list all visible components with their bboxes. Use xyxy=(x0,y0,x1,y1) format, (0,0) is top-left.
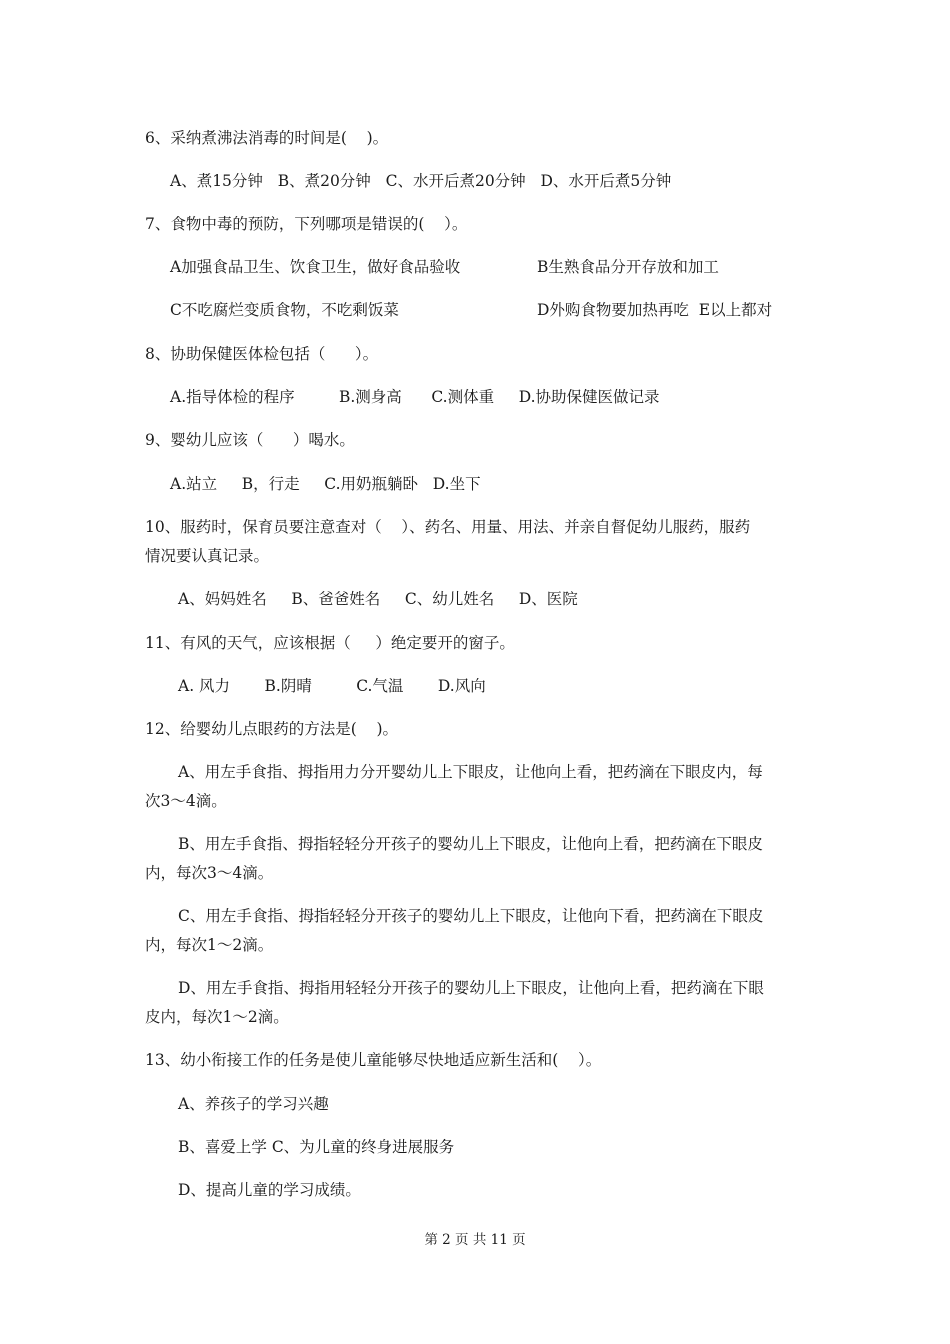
question-10-options: A、妈妈姓名 B、爸爸姓名 C、幼儿姓名 D、医院 xyxy=(178,590,578,608)
question-12-option-c-line1: C、用左手食指、拇指轻轻分开孩子的婴幼儿上下眼皮，让他向下看，把药滴在下眼皮 xyxy=(178,907,764,925)
question-12-option-b-line2: 内，每次3～4滴。 xyxy=(145,864,274,882)
question-11-options: A. 风力 B.阴晴 C.气温 D.风向 xyxy=(178,677,486,695)
question-10-stem-line1: 10、服药时，保育员要注意查对（ ）、药名、用量、用法、并亲自督促幼儿服药，服药 xyxy=(145,518,751,536)
question-13-stem: 13、幼小衔接工作的任务是使儿童能够尽快地适应新生活和( ）。 xyxy=(145,1051,602,1069)
question-9-options: A.站立 B，行走 C.用奶瓶躺卧 D.坐下 xyxy=(170,475,481,493)
question-13-option-bc: B、喜爱上学 C、为儿童的终身进展服务 xyxy=(178,1138,455,1156)
question-12-option-b-line1: B、用左手食指、拇指轻轻分开孩子的婴幼儿上下眼皮，让他向上看，把药滴在下眼皮 xyxy=(178,835,763,853)
question-6-options: A、煮15分钟 B、煮20分钟 C、水开后煮20分钟 D、水开后煮5分钟 xyxy=(170,172,672,190)
question-13-option-a: A、养孩子的学习兴趣 xyxy=(178,1095,329,1113)
question-12-option-d-line1: D、用左手食指、拇指用轻轻分开孩子的婴幼儿上下眼皮，让他向上看，把药滴在下眼 xyxy=(178,979,764,997)
question-7-option-b: B生熟食品分开存放和加工 xyxy=(537,258,719,276)
question-12-option-c-line2: 内，每次1～2滴。 xyxy=(145,936,274,954)
question-10-stem-line2: 情况要认真记录。 xyxy=(145,547,270,565)
question-7-option-a: A加强食品卫生、饮食卫生，做好食品验收 xyxy=(170,258,461,276)
question-6-stem: 6、采纳煮沸法消毒的时间是( )。 xyxy=(145,129,389,147)
question-12-option-a-line2: 次3～4滴。 xyxy=(145,792,227,810)
question-11-stem: 11、有风的天气，应该根据（ ）绝定要开的窗子。 xyxy=(145,634,515,652)
question-12-option-a-line1: A、用左手食指、拇指用力分开婴幼儿上下眼皮，让他向上看，把药滴在下眼皮内，每 xyxy=(178,763,763,781)
question-13-option-d: D、提高儿童的学习成绩。 xyxy=(178,1181,361,1199)
question-8-stem: 8、协助保健医体检包括（ ）。 xyxy=(145,345,379,363)
question-7-stem: 7、食物中毒的预防，下列哪项是错误的( ）。 xyxy=(145,215,468,233)
question-7-option-c: C不吃腐烂变质食物，不吃剩饭菜 xyxy=(170,301,399,319)
question-12-option-d-line2: 皮内，每次1～2滴。 xyxy=(145,1008,289,1026)
question-8-options: A.指导体检的程序 B.测身高 C.测体重 D.协助保健医做记录 xyxy=(170,388,660,406)
page-number-footer: 第 2 页 共 11 页 xyxy=(424,1232,526,1248)
question-12-stem: 12、给婴幼儿点眼药的方法是( )。 xyxy=(145,720,399,738)
question-7-option-de: D外购食物要加热再吃 E以上都对 xyxy=(537,301,773,319)
question-9-stem: 9、婴幼儿应该（ ）喝水。 xyxy=(145,431,355,449)
